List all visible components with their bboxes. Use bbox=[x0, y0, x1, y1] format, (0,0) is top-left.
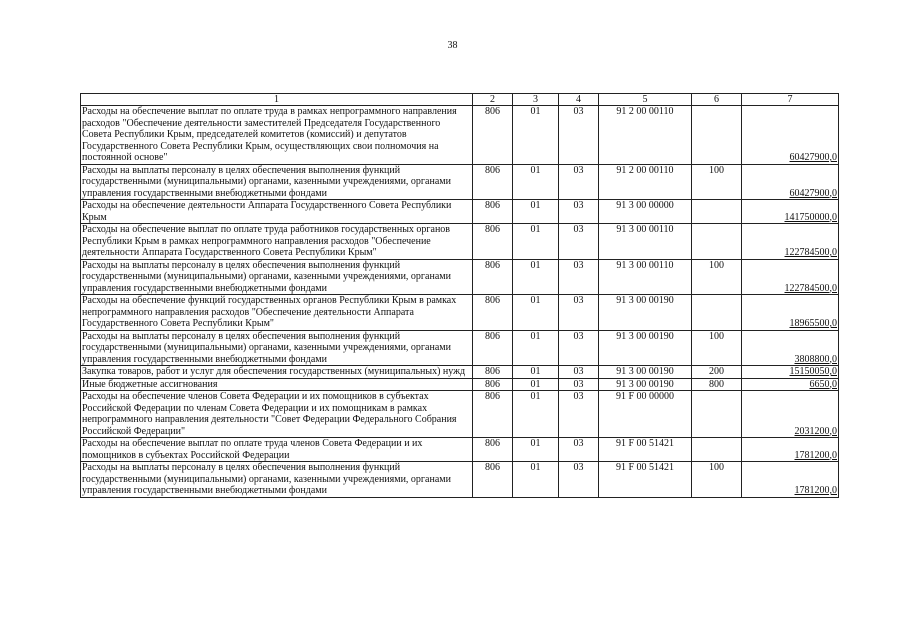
cell-rz: 01 bbox=[513, 224, 559, 260]
cell-rz: 01 bbox=[513, 106, 559, 165]
table-row bbox=[81, 200, 839, 224]
budget-table bbox=[80, 93, 839, 498]
page-number: 38 bbox=[447, 40, 458, 51]
cell-vr: 100 bbox=[692, 330, 742, 366]
cell-csr: 91 F 00 51421 bbox=[599, 462, 692, 498]
cell-sum: 1781200,0 bbox=[742, 462, 839, 498]
cell-rz: 01 bbox=[513, 295, 559, 331]
cell-csr: 91 3 00 00190 bbox=[599, 330, 692, 366]
header-col-5: 5 bbox=[599, 94, 692, 106]
cell-vr: 800 bbox=[692, 378, 742, 391]
cell-name: Расходы на обеспечение выплат по оплате труда членов Совета Федерации и их помощников в субъектах Российской Федерации bbox=[81, 438, 473, 462]
cell-csr: 91 F 00 00000 bbox=[599, 391, 692, 438]
cell-csr: 91 3 00 00190 bbox=[599, 378, 692, 391]
cell-sum: 3808800,0 bbox=[742, 330, 839, 366]
table-row bbox=[81, 330, 839, 366]
cell-sum: 122784500,0 bbox=[742, 224, 839, 260]
cell-pr: 03 bbox=[559, 200, 599, 224]
header-col-6: 6 bbox=[692, 94, 742, 106]
table-row bbox=[81, 164, 839, 200]
cell-name: Иные бюджетные ассигнования bbox=[81, 378, 473, 391]
cell-name: Закупка товаров, работ и услуг для обеспечения государственных (муниципальных) нужд bbox=[81, 366, 473, 379]
cell-rz: 01 bbox=[513, 391, 559, 438]
cell-rz: 01 bbox=[513, 438, 559, 462]
cell-csr: 91 3 00 00110 bbox=[599, 224, 692, 260]
cell-vr bbox=[692, 295, 742, 331]
table-row bbox=[81, 462, 839, 498]
table-body bbox=[81, 106, 839, 498]
table-row bbox=[81, 295, 839, 331]
cell-csr: 91 3 00 00190 bbox=[599, 295, 692, 331]
cell-pr: 03 bbox=[559, 378, 599, 391]
cell-name: Расходы на выплаты персоналу в целях обеспечения выполнения функций государственными (муниципальными) органами, казенными учреждениями, органами управления государственными внебюджетными фондами bbox=[81, 259, 473, 295]
cell-sum: 141750000,0 bbox=[742, 200, 839, 224]
cell-ved: 806 bbox=[473, 106, 513, 165]
cell-ved: 806 bbox=[473, 462, 513, 498]
cell-ved: 806 bbox=[473, 378, 513, 391]
header-col-7: 7 bbox=[742, 94, 839, 106]
header-col-1: 1 bbox=[81, 94, 473, 106]
cell-vr bbox=[692, 391, 742, 438]
cell-name: Расходы на обеспечение функций государственных органов Республики Крым в рамках непрограммного направления расходов "Обеспечение деятельности Аппарата Государственного Совета Республики Крым" bbox=[81, 295, 473, 331]
cell-rz: 01 bbox=[513, 164, 559, 200]
table-row bbox=[81, 366, 839, 379]
cell-vr: 100 bbox=[692, 462, 742, 498]
cell-pr: 03 bbox=[559, 366, 599, 379]
cell-ved: 806 bbox=[473, 164, 513, 200]
cell-rz: 01 bbox=[513, 378, 559, 391]
cell-sum: 60427900,0 bbox=[742, 106, 839, 165]
cell-name: Расходы на обеспечение выплат по оплате труда работников государственных органов Республики Крым в рамках непрограммного направления расходов "Обеспечение деятельности Аппарата Государственного Совета Республики Крым" bbox=[81, 224, 473, 260]
cell-ved: 806 bbox=[473, 330, 513, 366]
cell-ved: 806 bbox=[473, 391, 513, 438]
table-row bbox=[81, 106, 839, 165]
cell-sum: 18965500,0 bbox=[742, 295, 839, 331]
cell-rz: 01 bbox=[513, 259, 559, 295]
cell-name: Расходы на обеспечение выплат по оплате труда в рамках непрограммного направления расходов "Обеспечение деятельности заместителей Председателя Государственного Совета Республики Крым, председателей комитетов (комиссий) и депутатов Государственного Совета Республики Крым, осуществляющих свои полномочия на постоянной основе" bbox=[81, 106, 473, 165]
cell-sum: 122784500,0 bbox=[742, 259, 839, 295]
cell-vr bbox=[692, 106, 742, 165]
cell-ved: 806 bbox=[473, 259, 513, 295]
cell-vr bbox=[692, 438, 742, 462]
cell-vr: 100 bbox=[692, 164, 742, 200]
cell-name: Расходы на обеспечение деятельности Аппарата Государственного Совета Республики Крым bbox=[81, 200, 473, 224]
cell-ved: 806 bbox=[473, 366, 513, 379]
cell-pr: 03 bbox=[559, 462, 599, 498]
cell-ved: 806 bbox=[473, 224, 513, 260]
cell-name: Расходы на обеспечение членов Совета Федерации и их помощников в субъектах Российской Федерации по членам Совета Федерации и их помощникам в рамках непрограммного направления деятельности "Совет Федерации Федерального Собрания Российской Федерации" bbox=[81, 391, 473, 438]
cell-pr: 03 bbox=[559, 106, 599, 165]
cell-rz: 01 bbox=[513, 366, 559, 379]
table-row bbox=[81, 259, 839, 295]
cell-name: Расходы на выплаты персоналу в целях обеспечения выполнения функций государственными (муниципальными) органами, казенными учреждениями, органами управления государственными внебюджетными фондами bbox=[81, 462, 473, 498]
cell-pr: 03 bbox=[559, 295, 599, 331]
cell-sum: 1781200,0 bbox=[742, 438, 839, 462]
cell-pr: 03 bbox=[559, 259, 599, 295]
cell-csr: 91 3 00 00000 bbox=[599, 200, 692, 224]
cell-rz: 01 bbox=[513, 462, 559, 498]
cell-csr: 91 2 00 00110 bbox=[599, 106, 692, 165]
cell-sum: 6650,0 bbox=[742, 378, 839, 391]
cell-csr: 91 3 00 00110 bbox=[599, 259, 692, 295]
cell-vr: 200 bbox=[692, 366, 742, 379]
cell-rz: 01 bbox=[513, 200, 559, 224]
cell-ved: 806 bbox=[473, 200, 513, 224]
header-col-3: 3 bbox=[513, 94, 559, 106]
cell-csr: 91 F 00 51421 bbox=[599, 438, 692, 462]
cell-csr: 91 3 00 00190 bbox=[599, 366, 692, 379]
table-row bbox=[81, 391, 839, 438]
header-col-2: 2 bbox=[473, 94, 513, 106]
cell-pr: 03 bbox=[559, 164, 599, 200]
cell-name: Расходы на выплаты персоналу в целях обеспечения выполнения функций государственными (муниципальными) органами, казенными учреждениями, органами управления государственными внебюджетными фондами bbox=[81, 330, 473, 366]
cell-csr: 91 2 00 00110 bbox=[599, 164, 692, 200]
table-row bbox=[81, 378, 839, 391]
cell-sum: 60427900,0 bbox=[742, 164, 839, 200]
table-header-row bbox=[81, 94, 839, 106]
cell-ved: 806 bbox=[473, 438, 513, 462]
cell-rz: 01 bbox=[513, 330, 559, 366]
cell-pr: 03 bbox=[559, 330, 599, 366]
cell-ved: 806 bbox=[473, 295, 513, 331]
table-row bbox=[81, 224, 839, 260]
header-col-4: 4 bbox=[559, 94, 599, 106]
cell-vr: 100 bbox=[692, 259, 742, 295]
table-row bbox=[81, 438, 839, 462]
cell-vr bbox=[692, 224, 742, 260]
cell-name: Расходы на выплаты персоналу в целях обеспечения выполнения функций государственными (муниципальными) органами, казенными учреждениями, органами управления государственными внебюджетными фондами bbox=[81, 164, 473, 200]
cell-pr: 03 bbox=[559, 224, 599, 260]
cell-pr: 03 bbox=[559, 438, 599, 462]
cell-pr: 03 bbox=[559, 391, 599, 438]
cell-sum: 15150050,0 bbox=[742, 366, 839, 379]
cell-vr bbox=[692, 200, 742, 224]
cell-sum: 2031200,0 bbox=[742, 391, 839, 438]
